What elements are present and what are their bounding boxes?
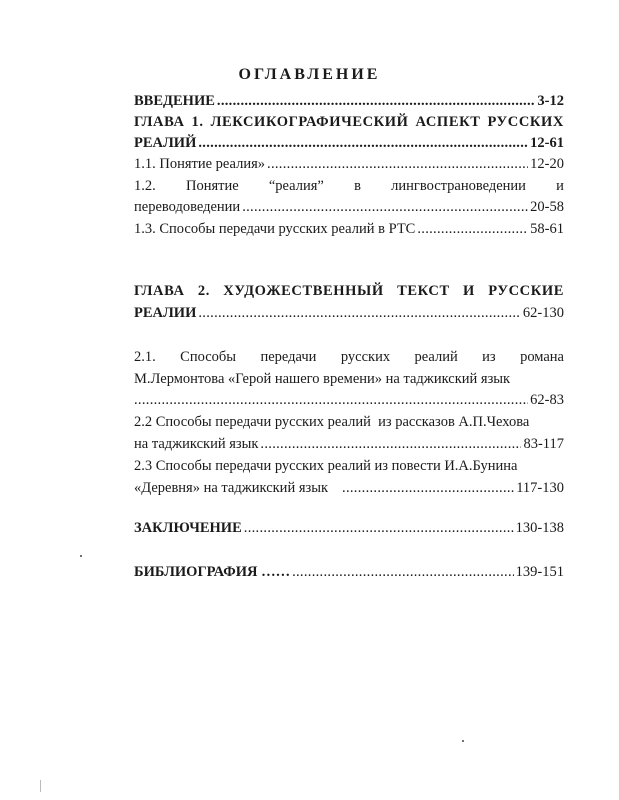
toc-entry-1-2-line-1: [134, 177, 564, 195]
entry-word: 2.1.: [134, 349, 156, 365]
entry-label: РЕАЛИЙ: [134, 135, 197, 151]
entry-word: русских: [340, 349, 391, 365]
entry-label: РЕАЛИИ: [134, 305, 197, 321]
entry-pages: 139-151: [515, 564, 564, 580]
dot-leader: [417, 220, 528, 238]
toc-entry-2-3-line-2: [134, 479, 564, 497]
entry-pages: 62-130: [522, 305, 564, 321]
entry-word: лингвострановедении: [391, 178, 526, 194]
entry-word: Понятие: [185, 178, 239, 194]
entry-pages: 12-20: [530, 156, 564, 172]
title-word: РУССКИЕ: [488, 283, 564, 299]
entry-pages: 130-138: [515, 520, 564, 536]
dot-leader: [267, 155, 528, 173]
entry-pages: 3-12: [537, 93, 564, 109]
chapter-1-title-line-1: [134, 113, 564, 131]
entry-pages: 12-61: [530, 135, 564, 151]
title-word: 1.: [191, 114, 204, 130]
entry-word: реалий: [414, 349, 458, 365]
dot-leader: [260, 435, 521, 453]
toc-entry-bibliography: [134, 563, 564, 581]
entry-word: и: [556, 178, 564, 194]
toc-entry-2-2-line-1: [134, 413, 564, 431]
title-word: И: [463, 283, 475, 299]
toc-entry-2-1-line-3: [134, 391, 564, 409]
dot-leader: [342, 479, 514, 497]
entry-word: в: [354, 178, 361, 194]
entry-pages: 58-61: [530, 221, 564, 237]
chapter-2-title-line-1: [134, 282, 564, 300]
entry-label: ВВЕДЕНИЕ: [134, 93, 215, 109]
dot-leader: [134, 391, 528, 409]
title-word: ГЛАВА: [134, 114, 185, 130]
entry-word: из: [482, 349, 496, 365]
toc-heading: ОГЛАВЛЕНИЕ: [238, 66, 381, 83]
entry-word: 1.2.: [134, 178, 156, 194]
toc-entry-1-2-line-2: [134, 198, 564, 216]
title-word: 2.: [197, 283, 210, 299]
title-word: ГЛАВА: [134, 283, 185, 299]
toc-entry-2-3-line-1: [134, 457, 564, 475]
entry-label: 1.1. Понятие реалия»: [134, 156, 266, 172]
chapter-1-title-line-2: [134, 134, 564, 152]
entry-word: Способы: [180, 349, 237, 365]
title-word: ХУДОЖЕСТВЕННЫЙ: [223, 283, 384, 299]
title-word: ЛЕКСИКОГРАФИЧЕСКИЙ: [210, 114, 409, 130]
toc-entry-1-1: [134, 155, 564, 173]
toc-entry-conclusion: [134, 519, 564, 537]
toc-entry-introduction: [134, 92, 564, 110]
entry-label: на таджикский язык: [134, 436, 259, 452]
entry-pages: 62-83: [530, 392, 564, 408]
toc-entry-2-1-line-1: [134, 348, 564, 366]
title-word: РУССКИХ: [487, 114, 564, 130]
dot-leader: [244, 519, 514, 537]
title-word: АСПЕКТ: [415, 114, 481, 130]
entry-label: «Деревня» на таджикский язык: [134, 480, 329, 496]
toc-entry-2-1-line-2: [134, 370, 564, 388]
dot-leader: [198, 304, 521, 322]
scan-speck: [40, 780, 41, 792]
dot-leader: [198, 134, 528, 152]
dot-leader: [242, 198, 528, 216]
entry-label: переводоведении: [134, 199, 241, 215]
entry-text: М.Лермонтова «Герой нашего времени» на таджикский язык: [134, 371, 511, 387]
entry-label: 1.3. Способы передачи русских реалий в РТС: [134, 221, 416, 237]
chapter-2-title-line-2: [134, 304, 564, 322]
entry-label: ЗАКЛЮЧЕНИЕ: [134, 520, 242, 536]
entry-text: 2.3 Способы передачи русских реалий из повести И.А.Бунина: [134, 458, 518, 474]
entry-label: БИБЛИОГРАФИЯ ……: [134, 564, 291, 580]
entry-text: 2.2 Способы передачи русских реалий из рассказов А.П.Чехова: [134, 414, 530, 430]
scan-speck: [80, 555, 82, 557]
entry-word: “реалия”: [268, 178, 324, 194]
entry-pages: 20-58: [530, 199, 564, 215]
toc-entry-2-2-line-2: [134, 435, 564, 453]
dot-leader: [292, 563, 514, 581]
dot-leader: [217, 92, 536, 110]
entry-pages: 83-117: [523, 436, 564, 452]
scan-speck: [462, 740, 464, 742]
entry-word: романа: [520, 349, 564, 365]
entry-pages: 117-130: [516, 480, 564, 496]
toc-entry-1-3: [134, 220, 564, 238]
entry-word: передачи: [260, 349, 317, 365]
title-word: ТЕКСТ: [397, 283, 450, 299]
